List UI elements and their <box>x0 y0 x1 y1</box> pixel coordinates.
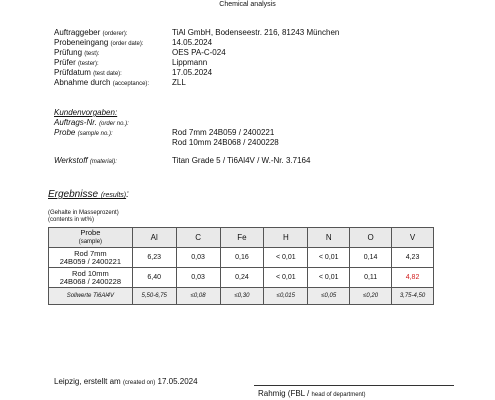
test-date-value: 17.05.2024 <box>172 68 213 77</box>
spec-value: ≤0,08 <box>176 288 220 305</box>
order-no-sub: (order no.): <box>99 121 129 127</box>
cell-value: 6,23 <box>132 248 176 268</box>
table-row <box>49 268 434 288</box>
header-o: O <box>350 228 392 248</box>
order-date-label: Probeneingang <box>54 38 109 47</box>
sample-sub: (sample no.): <box>77 131 113 137</box>
material-sub: (material): <box>89 159 117 165</box>
test-date-label: Prüfdatum <box>54 68 91 77</box>
results-table <box>48 227 434 305</box>
test-value: OES PA-C-024 <box>172 48 226 57</box>
header-n: N <box>308 228 350 248</box>
cell-value: 0,03 <box>176 248 220 268</box>
row-sample: Rod 7mm 24B059 / 2400221 <box>49 248 133 268</box>
customer-heading: Kundenvorgaben: <box>54 108 118 117</box>
test-label: Prüfung <box>54 48 83 57</box>
header-al: Al <box>132 228 176 248</box>
acceptance-sub: (acceptance): <box>112 81 150 87</box>
order-no-label: Auftrags-Nr. <box>54 118 97 127</box>
row-sample: Rod 10mm 24B068 / 2400228 <box>49 268 133 288</box>
order-date-value: 14.05.2024 <box>172 38 213 47</box>
header-v: V <box>392 228 434 248</box>
spec-value: ≤0,05 <box>308 288 350 305</box>
header-sample: Probe (sample) <box>49 228 133 248</box>
cell-value: 0,14 <box>350 248 392 268</box>
tester-label: Prüfer <box>54 58 76 67</box>
orderer-sub: (orderer): <box>102 31 128 37</box>
spec-value: ≤0,30 <box>220 288 264 305</box>
results-heading-main: Ergebnisse (results) <box>48 189 127 200</box>
cell-value: 0,11 <box>350 268 392 288</box>
results-note-en: (contents in wt%) <box>48 217 95 223</box>
spec-value: ≤0,015 <box>264 288 308 305</box>
spec-label: Sollwerte Ti6Al4V <box>49 288 133 305</box>
cell-value: 0,16 <box>220 248 264 268</box>
cell-value: < 0,01 <box>264 248 308 268</box>
cell-value: < 0,01 <box>308 248 350 268</box>
cell-value: 0,03 <box>176 268 220 288</box>
header-fe: Fe <box>220 228 264 248</box>
material-value: Titan Grade 5 / Ti6Al4V / W.-Nr. 3.7164 <box>172 156 311 165</box>
created-sub: (created on) <box>122 380 156 386</box>
created-place: Leipzig, erstellt am <box>54 377 121 386</box>
test-date-sub: (test date): <box>93 71 122 77</box>
spec-row <box>49 288 434 305</box>
results-note-de: (Gehalte in Masseprozent) <box>48 210 119 216</box>
cell-value: 4,23 <box>392 248 434 268</box>
acceptance-label: Abnahme durch <box>54 78 111 87</box>
cell-value: < 0,01 <box>264 268 308 288</box>
tester-sub: (tester): <box>78 61 99 67</box>
order-date-sub: (order date): <box>110 41 144 47</box>
results-heading-colon: : <box>126 189 129 200</box>
sample-label: Probe <box>54 128 76 137</box>
cell-value: 6,40 <box>132 268 176 288</box>
tester-value: Lippmann <box>172 58 208 67</box>
created-date: 17.05.2024 <box>157 377 198 386</box>
orderer-value: TiAl GmbH, Bodenseestr. 216, 81243 München <box>172 28 340 37</box>
header-h: H <box>264 228 308 248</box>
test-sub: (test): <box>84 51 100 57</box>
signatory-name: Rahmig (FBL / <box>258 389 310 398</box>
signatory-role: head of department) <box>311 392 366 398</box>
orderer-label: Auftraggeber <box>54 28 101 37</box>
signatory <box>258 389 366 398</box>
sample-value-2: Rod 10mm 24B068 / 2400228 <box>172 138 279 147</box>
spec-value: 5,50-6,75 <box>132 288 176 305</box>
spec-value: ≤0,20 <box>350 288 392 305</box>
table-header-row <box>49 228 434 248</box>
results-heading <box>48 189 129 200</box>
table-row <box>49 248 434 268</box>
sample-value-1: Rod 7mm 24B059 / 2400221 <box>172 128 275 137</box>
cell-value: < 0,01 <box>308 268 350 288</box>
acceptance-value: ZLL <box>172 78 186 87</box>
material-label: Werkstoff <box>54 156 88 165</box>
cell-value-out-of-spec: 4,82 <box>392 268 434 288</box>
document-title: Chemical analysis <box>219 1 276 8</box>
created-on-line <box>54 377 198 386</box>
spec-value: 3,75-4,50 <box>392 288 434 305</box>
cell-value: 0,24 <box>220 268 264 288</box>
signature-line <box>254 385 454 386</box>
header-c: C <box>176 228 220 248</box>
